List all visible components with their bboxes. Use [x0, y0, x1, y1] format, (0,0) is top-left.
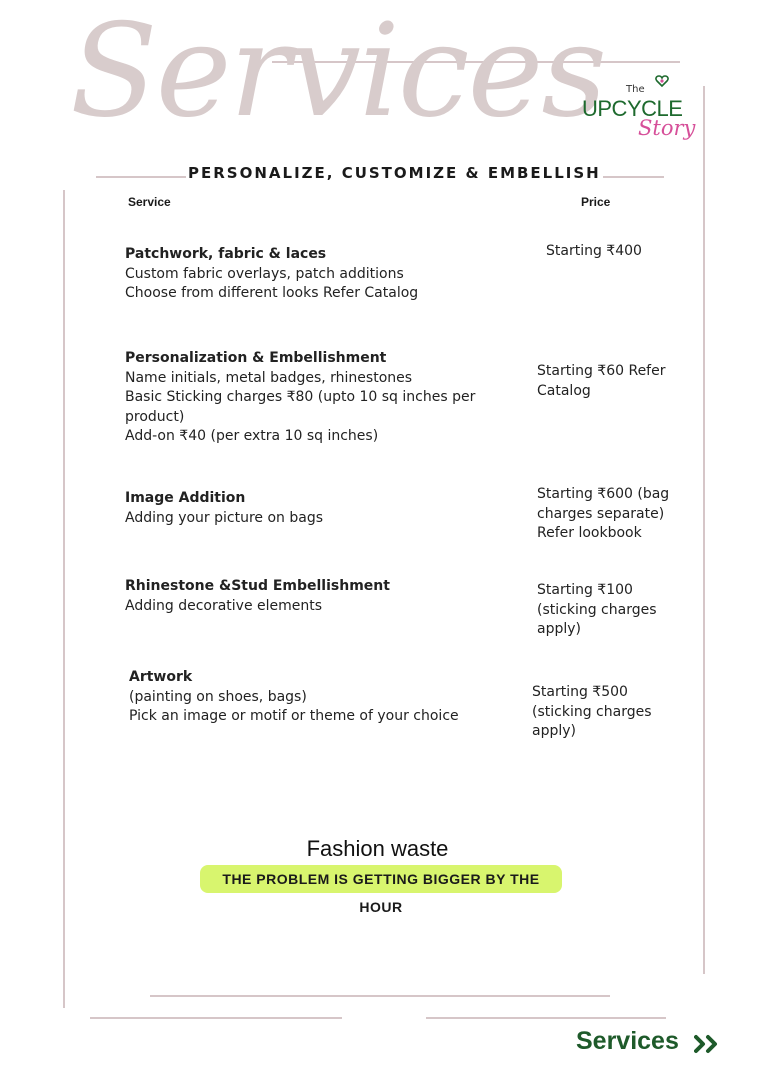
- service-row: [129, 668, 459, 727]
- service-detail: Pick an image or motif or theme of your choice: [129, 708, 459, 724]
- service-name: Rhinestone &Stud Embellishment: [125, 578, 390, 594]
- price-line: Starting ₹400: [546, 243, 642, 259]
- price-line: Starting ₹60 Refer: [537, 363, 666, 379]
- logo-story: Story: [638, 116, 696, 140]
- service-detail: Basic Sticking charges ₹80 (upto 10 sq inches per: [125, 389, 476, 405]
- service-price: [537, 362, 665, 401]
- heart-icon: [655, 74, 669, 88]
- bottom-rule-3: [426, 1017, 666, 1019]
- service-name: Artwork: [129, 669, 193, 685]
- price-line: (sticking charges: [537, 601, 657, 618]
- service-detail: Add-on ₹40 (per extra 10 sq inches): [125, 428, 379, 444]
- service-column-header: Service: [128, 195, 171, 209]
- price-line: Starting ₹100: [537, 582, 633, 598]
- left-border: [63, 190, 65, 1008]
- service-detail: Custom fabric overlays, patch additions: [125, 265, 404, 282]
- service-detail: product): [125, 408, 185, 425]
- service-row: [125, 577, 390, 616]
- price-line: charges separate): [537, 505, 665, 522]
- service-detail: Adding your picture on bags: [125, 509, 324, 526]
- price-line: (sticking charges: [532, 703, 652, 720]
- price-line: Starting ₹500: [532, 684, 628, 700]
- price-line: Refer lookbook: [537, 525, 642, 541]
- promo-badge: THE PROBLEM IS GETTING BIGGER BY THE HOUR: [200, 865, 562, 893]
- service-price: [537, 485, 669, 544]
- service-detail: (painting on shoes, bags): [129, 688, 307, 705]
- service-detail: Choose from different looks Refer Catalog: [125, 285, 419, 301]
- service-price: [532, 683, 652, 742]
- service-name: Personalization & Embellishment: [125, 350, 387, 366]
- upcycle-story-logo: [582, 78, 696, 158]
- service-price: [537, 581, 657, 640]
- bottom-rule-1: [150, 995, 610, 997]
- service-detail: Name initials, metal badges, rhinestones: [125, 369, 413, 386]
- service-name: Image Addition: [125, 490, 246, 506]
- promo-headline: Fashion waste: [306, 836, 449, 861]
- service-name: Patchwork, fabric & laces: [125, 246, 327, 262]
- price-line: apply): [537, 621, 581, 637]
- double-chevron-right-icon: [694, 1034, 720, 1054]
- service-price: [546, 242, 642, 262]
- script-title: Services: [70, 0, 605, 146]
- service-detail: Adding decorative elements: [125, 597, 323, 614]
- service-row: [125, 489, 323, 528]
- price-line: Starting ₹600 (bag: [537, 486, 670, 502]
- logo-upcycle: UPCYCLE: [582, 96, 683, 121]
- bottom-rule-2: [90, 1017, 342, 1019]
- service-row: [125, 349, 475, 447]
- logo-the: The: [626, 84, 645, 95]
- footer-section-label: Services: [576, 1027, 679, 1055]
- page-subtitle: PERSONALIZE, CUSTOMIZE & EMBELLISH: [188, 164, 601, 182]
- service-row: [125, 245, 418, 304]
- price-column-header: Price: [581, 195, 611, 209]
- price-line: apply): [532, 723, 576, 739]
- price-line: Catalog: [537, 382, 591, 399]
